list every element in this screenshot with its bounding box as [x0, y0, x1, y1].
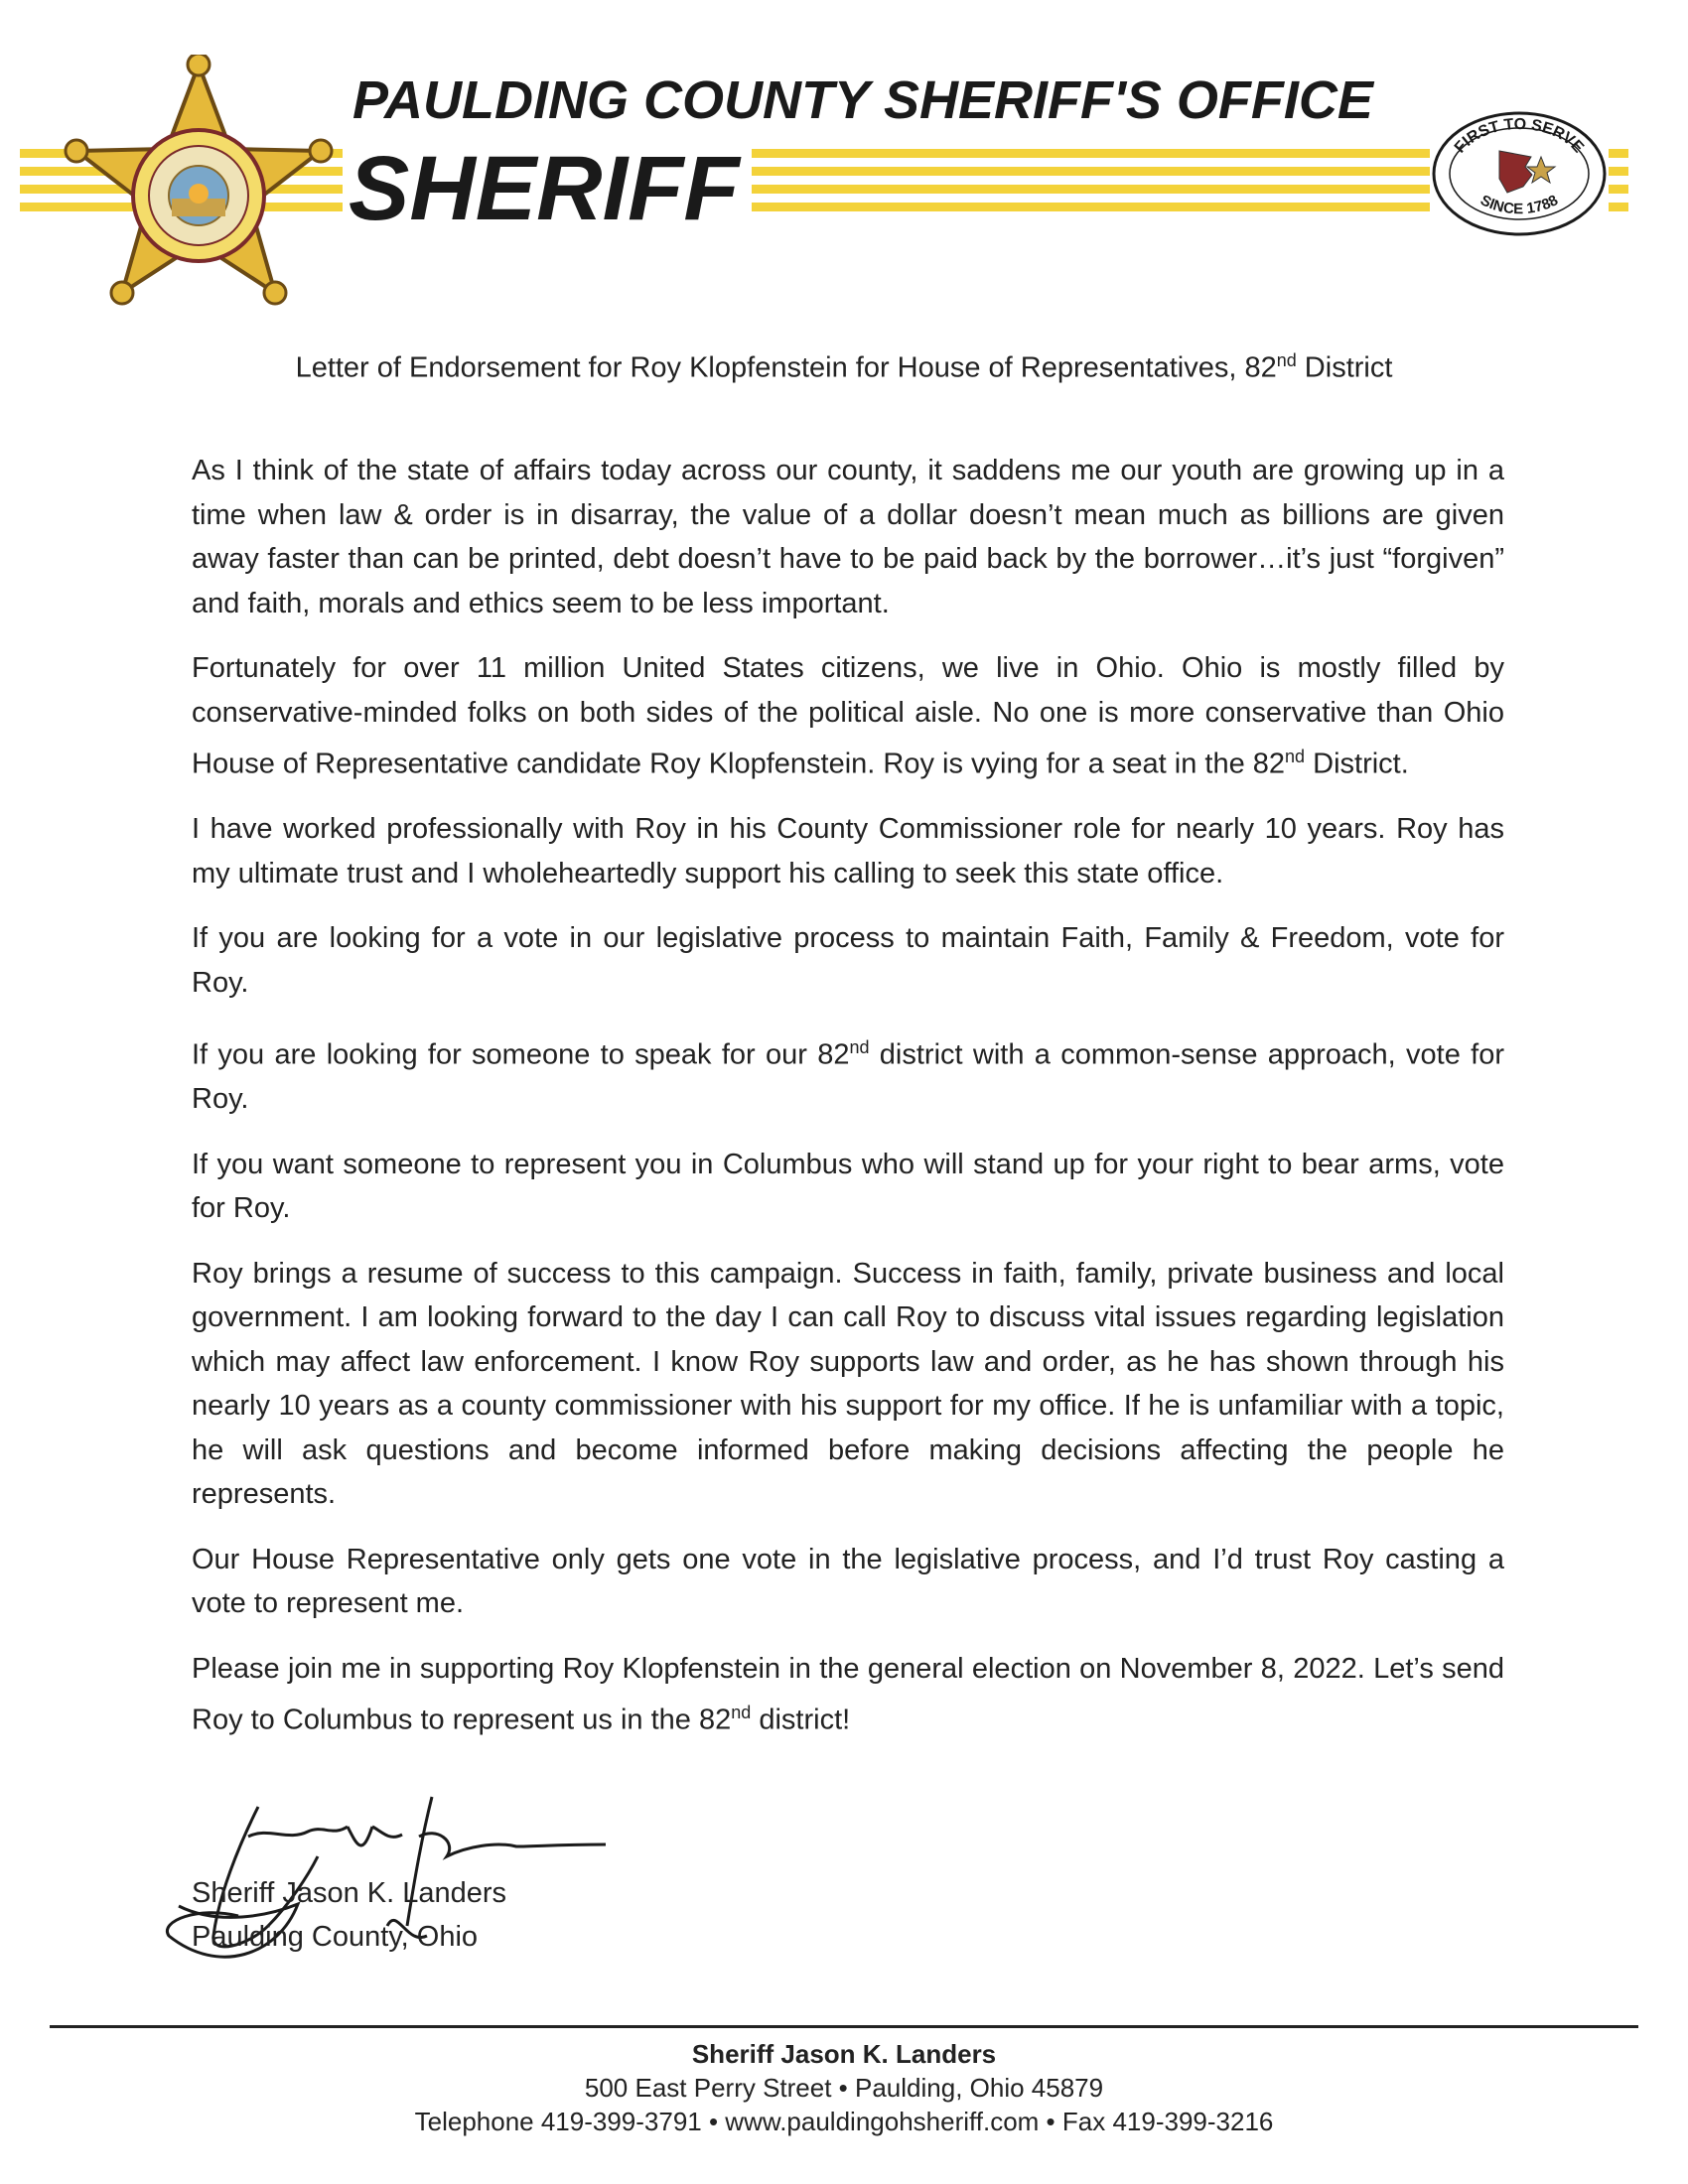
letter-paragraph — [192, 1538, 1504, 1626]
letter-paragraph — [192, 449, 1504, 625]
letter-paragraph — [192, 646, 1504, 786]
paragraph-text: If you are looking for a vote in our legislative process to maintain Faith, Family & Freedom, vote for Roy. — [192, 922, 1504, 999]
footer-divider — [50, 2025, 1638, 2028]
paragraph-text: If you are looking for someone to speak for our 82 — [192, 1038, 850, 1071]
footer-contact: Telephone 419-399-3791 • www.pauldingohsheriff.com • Fax 419-399-3216 — [414, 2107, 1274, 2136]
paragraph-text: Our House Representative only gets one vote in the legislative process, and I’d trust Roy casting a vote to represent me. — [192, 1543, 1504, 1620]
paragraph-text: Fortunately for over 11 million United States citizens, we live in Ohio. Ohio is mostly filled by conservative-minded folks on both sides of the political aisle. No one is more conservative than Ohio House of Representative candidate Roy Klopfenstein. Roy is vying for a seat in the 82 — [192, 652, 1504, 780]
subject-suffix: District — [1296, 351, 1393, 384]
sheriff-star-badge-icon — [55, 55, 343, 323]
paragraph-text: district with a common-sense approach, vote for Roy. — [192, 1038, 1504, 1116]
ordinal-suffix: nd — [731, 1703, 752, 1723]
letter-paragraph — [192, 1647, 1504, 1743]
letter-subject — [0, 350, 1688, 385]
footer-address: 500 East Perry Street • Paulding, Ohio 45879 — [584, 2073, 1104, 2103]
letter-paragraph — [192, 916, 1504, 1005]
footer-name: Sheriff Jason K. Landers — [691, 2039, 997, 2069]
letter-paragraph — [192, 1025, 1504, 1122]
first-to-serve-seal-icon — [1430, 109, 1609, 238]
paragraph-text: Roy brings a resume of success to this campaign. Success in faith, family, private business and local government. I am looking forward to the day I can call Roy to discuss vital issues regarding legislation which may affect law enforcement. I know Roy supports law and order, as he has shown through his nearly 10 years as a county commissioner with his support for my office. If he is unfamiliar with a topic, he will ask questions and become informed before making decisions affecting the people he represents. — [192, 1257, 1504, 1511]
footer — [0, 2037, 1688, 2138]
paragraph-text: I have worked professionally with Roy in his County Commissioner role for nearly 10 years. Roy has my ultimate trust and I wholeheartedly support his calling to seek this state office. — [192, 813, 1504, 889]
subject-ordinal: nd — [1276, 350, 1297, 370]
signer-location: Paulding County, Ohio — [192, 1921, 479, 1953]
paragraph-text: District. — [1305, 748, 1409, 780]
letter-paragraph — [192, 1252, 1504, 1517]
paragraph-text: district! — [751, 1704, 851, 1736]
paragraph-text: If you want someone to represent you in Columbus who will stand up for your right to bear arms, vote for Roy. — [192, 1148, 1504, 1225]
seal-top-text: FIRST TO SERVE — [1451, 115, 1588, 157]
ordinal-suffix: nd — [849, 1037, 870, 1058]
letterhead — [0, 0, 1688, 318]
letter-paragraph — [192, 807, 1504, 895]
subject-text: Letter of Endorsement for Roy Klopfenstein for House of Representatives, 82 — [295, 351, 1277, 384]
signature-block — [192, 1871, 506, 1959]
letter-paragraph — [192, 1143, 1504, 1231]
paragraph-text: Please join me in supporting Roy Klopfenstein in the general election on November 8, 2022. Let’s send Roy to Columbus to represent us in the 82 — [192, 1652, 1504, 1736]
seal-bottom-text: SINCE 1788 — [1477, 192, 1561, 218]
org-title: SHERIFF — [343, 137, 752, 241]
letter-body — [192, 449, 1504, 1763]
ordinal-suffix: nd — [1285, 747, 1306, 766]
paragraph-text: As I think of the state of affairs today across our county, it saddens me our youth are growing up in a time when law & order is in disarray, the value of a dollar doesn’t mean much as billions are given away faster than can be printed, debt doesn’t have to be paid back by the borrower…it’s just “forgiven” and faith, morals and ethics seem to be less important. — [192, 455, 1504, 619]
signer-name: Sheriff Jason K. Landers — [192, 1877, 507, 1909]
org-name: PAULDING COUNTY SHERIFF'S OFFICE — [352, 70, 1373, 130]
